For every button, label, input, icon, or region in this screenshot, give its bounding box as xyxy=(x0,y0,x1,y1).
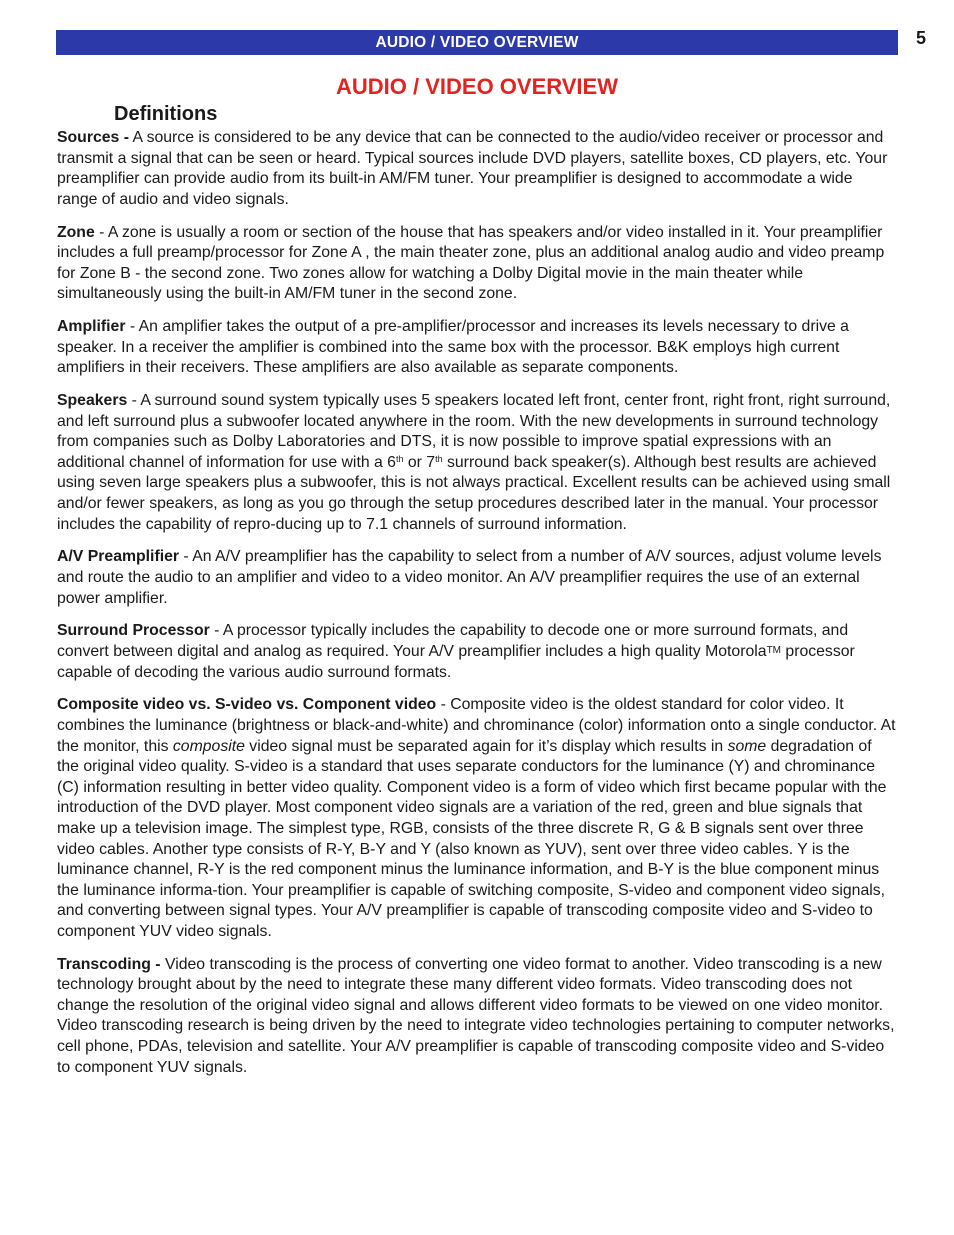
definition-composite-video-text-3: degradation of the original video quality. S-video is a standard that uses separate conductors for the luminance (Y) and chrominance (C) information resulting in better video quality. Component video is a form of video which first became popular with the introduction of the DVD player. Most component video signals are a variation of the red, green and blue signals that make up a television image. The simplest type, RGB, consists of the three discrete R, G & B signals sent over three video cables. Another type consists of R-Y, B-Y and Y (also known as YUV), sent over three video cables. Y is the luminance channel, R-Y is the red component minus the luminance information, and B-Y is the blue component minus the luminance informa-tion. Your preamplifier is capable of switching composite, S-video and component video signals, and converting between signal types. Your A/V preamplifier is capable of transcoding composite video and S-video to component YUV video signals. xyxy=(57,737,887,940)
definition-surround-processor-text-1: - A processor typically includes the capability to decode one or more surround formats, and convert between digital and analog as required. Your A/V preamplifier includes a high quality Motorola xyxy=(57,622,849,660)
emphasis-some: some xyxy=(727,737,767,755)
definition-speakers xyxy=(57,391,897,535)
definition-zone xyxy=(57,223,897,305)
term-surround-processor: Surround Processor xyxy=(57,622,210,640)
emphasis-composite: composite xyxy=(172,737,245,755)
definition-amplifier-text: - An amplifier takes the output of a pre-amplifier/processor and increases its levels necessary to drive a speaker. In a receiver the amplifier is combined into the same box with the processor. B&K employs high current amplifiers in their receivers. These amplifiers are also available as separate components. xyxy=(57,318,849,377)
definition-composite-video xyxy=(57,695,897,942)
term-speakers: Speakers xyxy=(57,392,128,410)
definition-composite-video-text-1: - Composite video is the oldest standard for color video. It combines the luminance (brightness or black-and-white) and chrominance (color) information onto a single conductor. At the monitor, this xyxy=(57,696,896,755)
superscript-th: th xyxy=(395,453,404,464)
definition-composite-video-text-2: video signal must be separated again for it’s display which results in xyxy=(244,737,728,755)
page-title: AUDIO / VIDEO OVERVIEW xyxy=(336,74,618,99)
term-sources: Sources - xyxy=(57,129,129,146)
definition-av-preamplifier xyxy=(57,547,897,609)
trademark-mark: TM xyxy=(766,645,782,656)
term-zone: Zone xyxy=(57,223,95,241)
term-av-preamplifier: A/V Preamplifier xyxy=(57,548,180,566)
definition-speakers-text-2: or 7 xyxy=(403,453,436,471)
definition-surround-processor-text-2: processor capable of decoding the various audio surround formats. xyxy=(57,643,855,681)
definition-surround-processor xyxy=(57,621,897,683)
term-transcoding: Transcoding - xyxy=(57,955,161,973)
page-number: 5 xyxy=(916,28,927,48)
definition-speakers-text-1: - A surround sound system typically uses 5 speakers located left front, center front, right front, right surround, and left surround plus a subwoofer located anywhere in the room. With the new developments in surround technology from companies such as Dolby Laboratories and DTS, it is now possible to improve spatial expressions with an additional channel of information for use with a 6 xyxy=(57,392,891,471)
definition-transcoding-text: Video transcoding is the process of converting one video format to another. Video transcoding is a new technology brought about by the need to integrate these many different video formats. Video transcoding does not change the resolution of the original video signal and allows different video formats to be viewed on one video monitor. Video transcoding research is being driven by the need to integrate video technologies pertaining to computer networks, cell phone, PDAs, television and satellite. Your A/V preamplifier is capable of transcoding composite video and S-video to component YUV signals. xyxy=(57,955,895,1076)
definition-av-preamplifier-text: - An A/V preamplifier has the capability to select from a number of A/V sources, adjust volume levels and route the audio to an amplifier and video to a video monitor. An A/V preamplifier requires the use of an external power amplifier. xyxy=(57,548,882,607)
section-heading-definitions: Definitions xyxy=(114,103,218,125)
superscript-th: th xyxy=(435,453,443,464)
definition-sources-text: A source is considered to be any device that can be connected to the audio/video receiver or processor and transmit a signal that can be seen or heard. Typical sources include DVD players, satellite boxes, CD players, etc. Your preamplifier can provide audio from its built-in AM/FM tuner. Your preamplifier is designed to accommodate a wide range of audio and video signals. xyxy=(57,129,888,208)
definition-sources xyxy=(57,128,897,210)
definition-speakers-text-3: surround back speaker(s). Although best results are achieved using seven large speakers plus a subwoofer, this is not always practical. Excellent results can be achieved using small and/or fewer speakers, as long as you go through the setup procedures described later in the manual. Your processor includes the capability of repro-ducing up to 7.1 channels of surround information. xyxy=(57,453,891,533)
header-bar: AUDIO / VIDEO OVERVIEW xyxy=(56,30,898,55)
term-composite-video: Composite video vs. S-video vs. Component video xyxy=(57,696,437,714)
definition-transcoding xyxy=(57,955,897,1079)
definitions-content xyxy=(57,128,897,1090)
term-amplifier: Amplifier xyxy=(57,318,126,336)
definition-amplifier xyxy=(57,317,897,379)
definition-zone-text: - A zone is usually a room or section of the house that has speakers and/or video installed in it. Your preamplifier includes a full preamp/processor for Zone A , the main theater zone, plus an additional analog audio and video preamp for Zone B - the second zone. Two zones allow for watching a Dolby Digital movie in the main theater while simultaneously using the built-in AM/FM tuner in the second zone. xyxy=(57,223,885,303)
